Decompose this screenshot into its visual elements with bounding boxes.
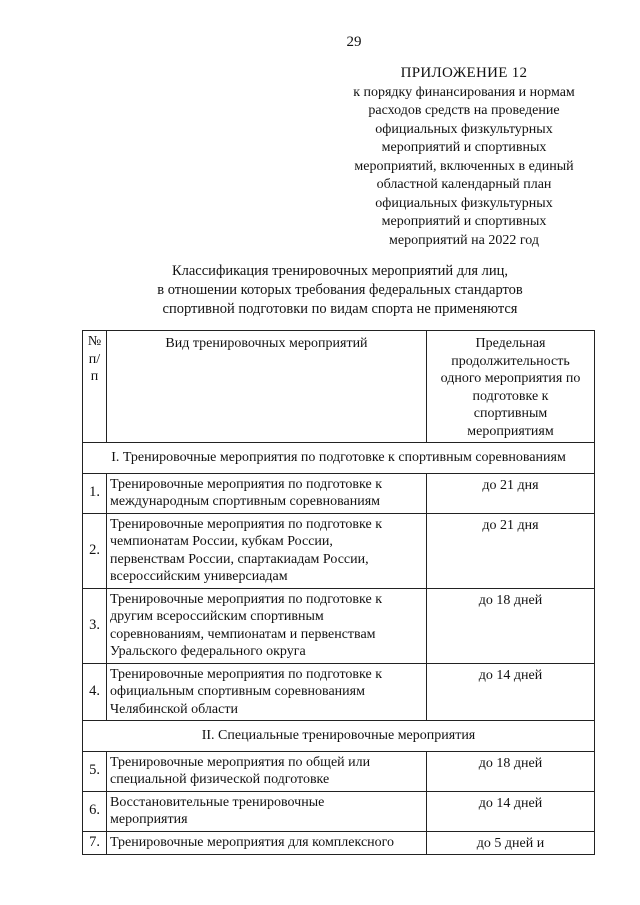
table-header-row [83,331,595,443]
row-duration: до 18 дней [427,588,595,663]
table-row [83,588,595,663]
row-kind: Тренировочные мероприятия по подготовке к другим всероссийским спортивным соревнованиям, чемпионатам и первенствам Уральского федерального округа [107,588,427,663]
row-kind: Тренировочные мероприятия по подготовке к чемпионатам России, кубкам России, первенствам России, спартакиадам России, всероссийским универсиадам [107,513,427,588]
row-duration: до 18 дней [427,751,595,791]
appendix-line: мероприятий и спортивных [381,140,547,155]
appendix-block [332,64,596,250]
table-row [83,513,595,588]
appendix-line: официальных физкультурных [375,195,553,211]
row-duration: до 21 дня [427,513,595,588]
row-duration: до 5 дней и [427,831,595,855]
heading-line: Классификация тренировочных мероприятий для лиц, [171,263,509,279]
appendix-line: мероприятий, включенных в единый [354,158,574,174]
row-duration: до 14 дней [427,791,595,831]
heading-line: в отношении которых требования федеральных стандартов [157,281,523,298]
appendix-line: к порядку финансирования и нормам [353,84,575,100]
row-kind: Тренировочные мероприятия для комплексного [107,831,427,855]
row-duration: до 21 дня [427,473,595,513]
table-row [83,663,595,721]
header-num: № п/п [83,331,107,443]
row-number: 2. [83,513,107,588]
row-kind: Тренировочные мероприятия по общей или специальной физической подготовке [107,751,427,791]
section-title: I. Тренировочные мероприятия по подготовке к спортивным соревнованиям [83,443,595,474]
section-title: II. Специальные тренировочные мероприятия [83,721,595,752]
row-kind: Тренировочные мероприятия по подготовке к международным спортивным соревнованиям [107,473,427,513]
row-number: 4. [83,663,107,721]
table-row [83,751,595,791]
header-kind: Вид тренировочных мероприятий [107,331,427,443]
document-heading [110,262,570,318]
section-row [83,443,595,474]
row-number: 1. [83,473,107,513]
header-duration: Предельная продолжительность одного мероприятия по подготовке к спортивным мероприятиям [427,331,595,443]
row-number: 5. [83,751,107,791]
classification-table [82,330,595,855]
row-number: 7. [83,831,107,855]
row-kind: Восстановительные тренировочные мероприятия [107,791,427,831]
heading-line: спортивной подготовки по видам спорта не применяются [162,300,518,317]
page-number: 29 [346,34,362,50]
row-number: 6. [83,791,107,831]
appendix-line: расходов средств на проведение [368,103,560,118]
row-duration: до 14 дней [427,663,595,721]
appendix-title: ПРИЛОЖЕНИЕ 12 [400,65,528,81]
row-number: 3. [83,588,107,663]
section-row [83,721,595,752]
appendix-line: мероприятий на 2022 год [389,232,539,248]
table-row [83,791,595,831]
table-row [83,473,595,513]
table-row [83,831,595,855]
appendix-line: областной календарный план [376,177,552,192]
appendix-line: официальных физкультурных [375,121,553,137]
appendix-line: мероприятий и спортивных [381,214,547,229]
row-kind: Тренировочные мероприятия по подготовке к официальным спортивным соревнованиям Челябинской области [107,663,427,721]
